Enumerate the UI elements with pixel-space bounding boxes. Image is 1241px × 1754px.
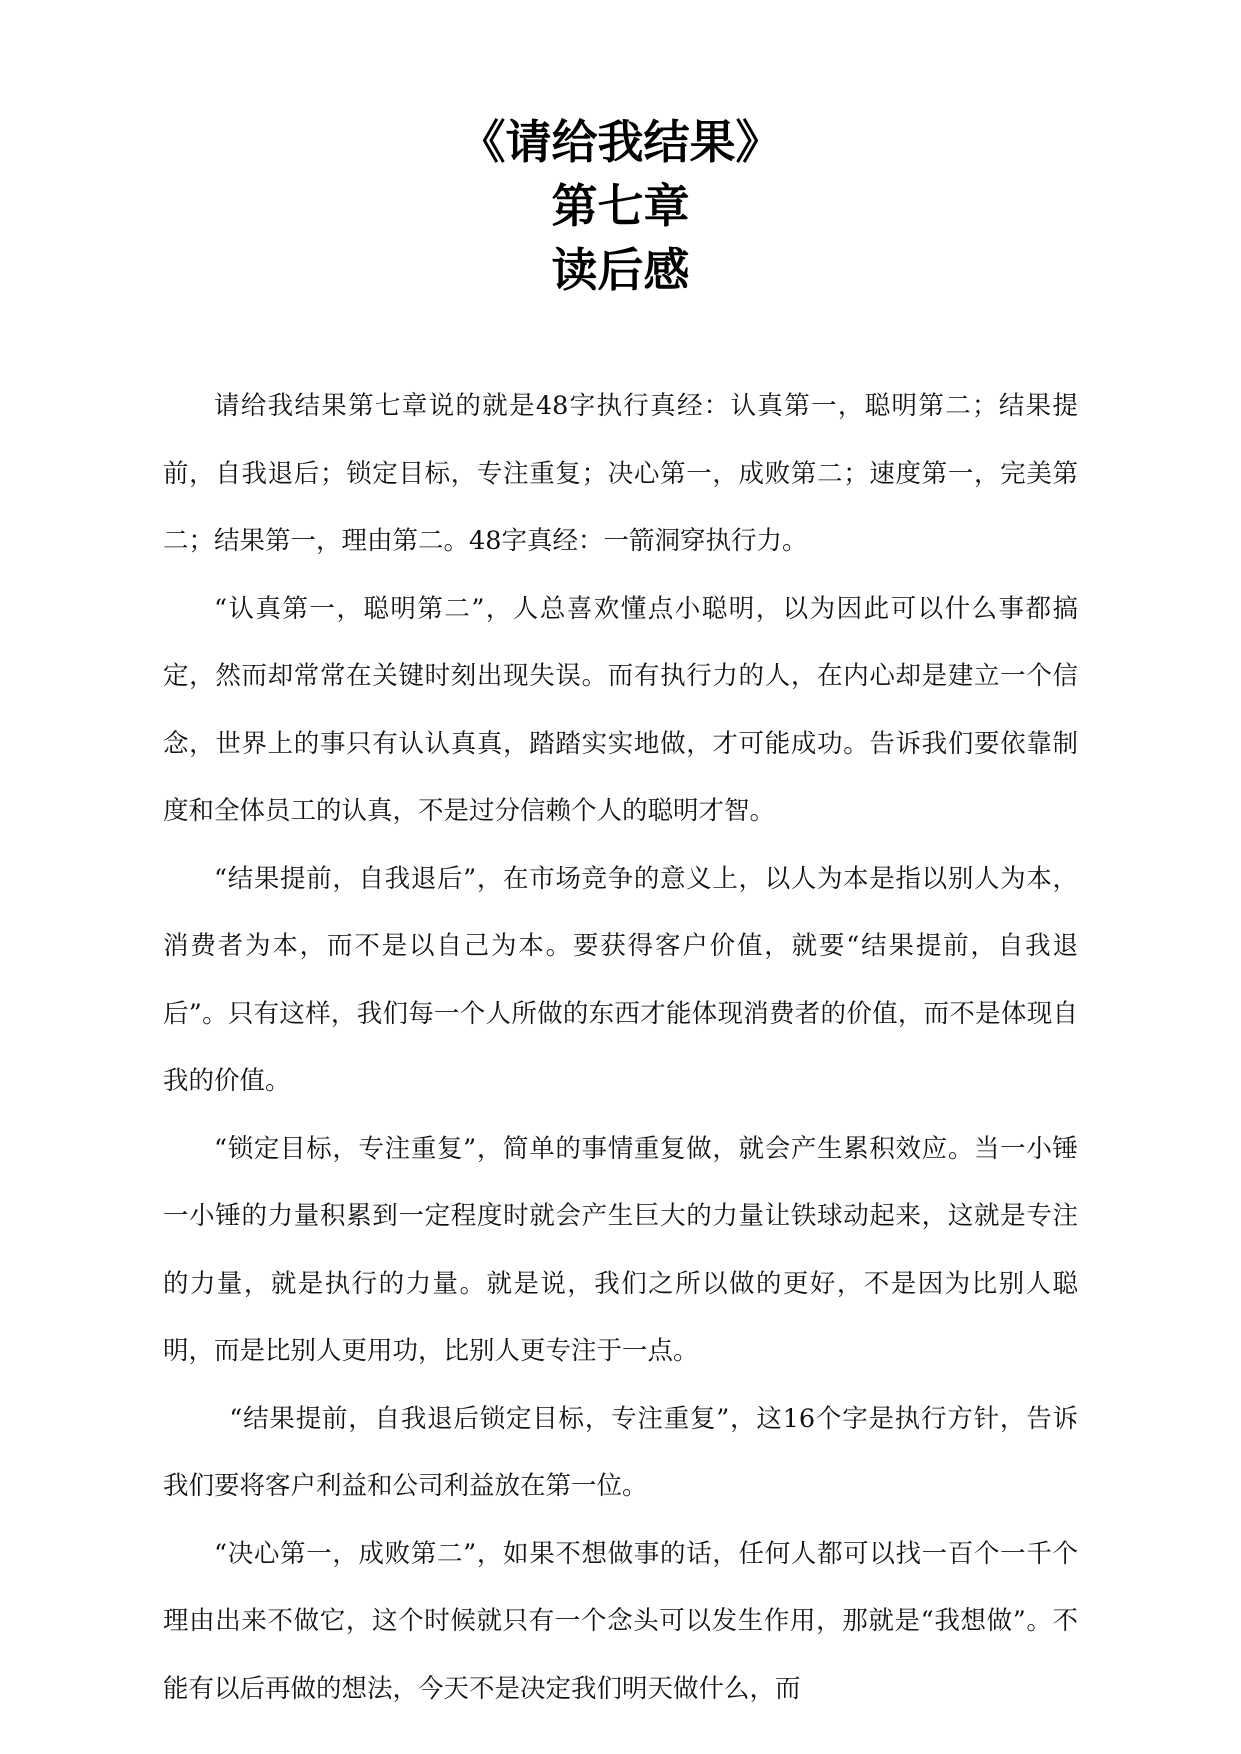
paragraph: “认真第一，聪明第二”，人总喜欢懂点小聪明，以为因此可以什么事都搞定，然而却常常在关键时刻出现失误。而有执行力的人，在内心却是建立一个信念，世界上的事只有认认真真，踏踏实实地做，才可能成功。告诉我们要依靠制度和全体员工的认真，不是过分信赖个人的聪明才智。: [163, 593, 1078, 826]
chapter-title: 第七章: [551, 179, 690, 233]
paragraph: “锁定目标，专注重复”，简单的事情重复做，就会产生累积效应。当一小锤一小锤的力量积累到一定程度时就会产生巨大的力量让铁球动起来，这就是专注的力量，就是执行的力量。就是说，我们之所以做的更好，不是因为比别人聪明，而是比别人更用功，比别人更专注于一点。: [163, 1133, 1078, 1366]
paragraph: 请给我结果第七章说的就是48字执行真经：认真第一，聪明第二；结果提前，自我退后；锁定目标，专注重复；决心第一，成败第二；速度第一，完美第二；结果第一，理由第二。48字真经：一箭洞穿执行力。: [163, 391, 1078, 556]
essay-title: 读后感: [551, 243, 690, 297]
paragraph: “结果提前，自我退后锁定目标，专注重复”，这16个字是执行方针，告诉我们要将客户利益和公司利益放在第一位。: [163, 1403, 1078, 1501]
body-text: [163, 373, 1078, 1723]
book-title: 《请给我结果》: [459, 115, 782, 169]
title-block: [0, 110, 1241, 302]
paragraph: “结果提前，自我退后”，在市场竞争的意义上，以人为本是指以别人为本，消费者为本，而不是以自己为本。要获得客户价值，就要“结果提前，自我退后”。只有这样，我们每一个人所做的东西才能体现消费者的价值，而不是体现自我的价值。: [163, 863, 1078, 1096]
paragraph: “决心第一，成败第二”，如果不想做事的话，任何人都可以找一百个一千个理由出来不做它，这个时候就只有一个念头可以发生作用，那就是“我想做”。不能有以后再做的想法，今天不是决定我们明天做什么，而: [163, 1538, 1078, 1704]
